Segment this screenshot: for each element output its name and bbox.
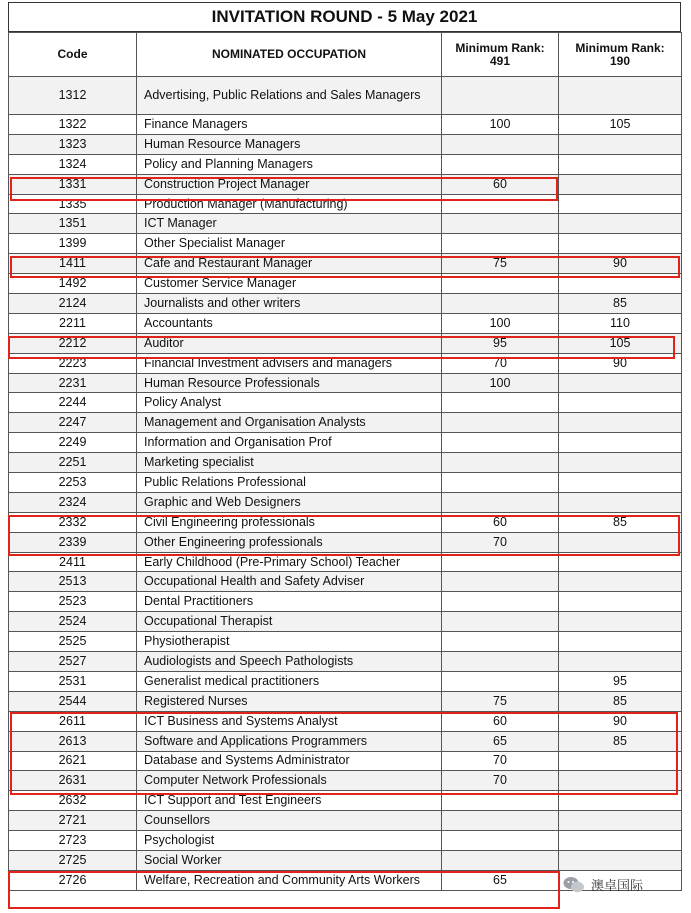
code-cell: 2253 bbox=[9, 473, 137, 493]
rank-491-cell: 100 bbox=[442, 373, 559, 393]
table-row bbox=[9, 294, 682, 314]
rank-190-cell bbox=[559, 652, 682, 672]
rank-190-cell: 110 bbox=[559, 313, 682, 333]
occupation-cell: Production Manager (Manufacturing) bbox=[137, 194, 442, 214]
occupation-cell: Occupational Health and Safety Adviser bbox=[137, 572, 442, 592]
rank-190-cell: 90 bbox=[559, 711, 682, 731]
rank-491-cell: 60 bbox=[442, 711, 559, 731]
code-cell: 2324 bbox=[9, 492, 137, 512]
wechat-icon bbox=[563, 876, 585, 894]
rank-491-cell bbox=[442, 572, 559, 592]
rank-491-cell bbox=[442, 652, 559, 672]
table-row bbox=[9, 492, 682, 512]
rank-491-cell bbox=[442, 77, 559, 115]
occupation-cell: Civil Engineering professionals bbox=[137, 512, 442, 532]
rank-491-cell: 100 bbox=[442, 313, 559, 333]
rank-491-cell bbox=[442, 592, 559, 612]
occupation-cell: Management and Organisation Analysts bbox=[137, 413, 442, 433]
code-cell: 1492 bbox=[9, 274, 137, 294]
code-cell: 2211 bbox=[9, 313, 137, 333]
occupation-cell: Marketing specialist bbox=[137, 453, 442, 473]
occupation-cell: Other Engineering professionals bbox=[137, 532, 442, 552]
code-cell: 2631 bbox=[9, 771, 137, 791]
occupation-cell: Registered Nurses bbox=[137, 691, 442, 711]
code-cell: 2339 bbox=[9, 532, 137, 552]
table-row bbox=[9, 313, 682, 333]
table-row bbox=[9, 473, 682, 493]
rank-190-cell bbox=[559, 572, 682, 592]
rank-491-cell bbox=[442, 453, 559, 473]
rank-491-cell bbox=[442, 492, 559, 512]
occupation-cell: Accountants bbox=[137, 313, 442, 333]
header-row bbox=[9, 33, 682, 77]
table-row bbox=[9, 612, 682, 632]
occupation-cell: Information and Organisation Prof bbox=[137, 433, 442, 453]
table-row bbox=[9, 115, 682, 135]
table-row bbox=[9, 671, 682, 691]
occupation-cell: Financial Investment advisers and managers bbox=[137, 353, 442, 373]
highlight-box-1411 bbox=[10, 256, 680, 278]
code-cell: 1411 bbox=[9, 254, 137, 274]
highlight-box-2611-2631 bbox=[10, 712, 678, 795]
table-row bbox=[9, 393, 682, 413]
occupation-cell: Human Resource Managers bbox=[137, 134, 442, 154]
rank-491-cell bbox=[442, 850, 559, 870]
occupation-cell: Customer Service Manager bbox=[137, 274, 442, 294]
rank-190-cell bbox=[559, 473, 682, 493]
table-row bbox=[9, 234, 682, 254]
occupation-cell: Social Worker bbox=[137, 850, 442, 870]
occupation-cell: Software and Applications Programmers bbox=[137, 731, 442, 751]
rank-190-cell: 85 bbox=[559, 512, 682, 532]
rank-491-cell bbox=[442, 433, 559, 453]
table-row bbox=[9, 592, 682, 612]
rank-491-cell: 60 bbox=[442, 174, 559, 194]
occupation-cell: Other Specialist Manager bbox=[137, 234, 442, 254]
occupation-cell: ICT Support and Test Engineers bbox=[137, 791, 442, 811]
rank-190-cell: 95 bbox=[559, 671, 682, 691]
occupation-cell: Welfare, Recreation and Community Arts Workers bbox=[137, 870, 442, 890]
table-row bbox=[9, 850, 682, 870]
code-cell: 2251 bbox=[9, 453, 137, 473]
rank-491-cell bbox=[442, 234, 559, 254]
rank-491-cell: 65 bbox=[442, 870, 559, 890]
header-code: Code bbox=[9, 33, 137, 77]
rank-491-cell bbox=[442, 413, 559, 433]
code-cell: 2531 bbox=[9, 671, 137, 691]
code-cell: 2513 bbox=[9, 572, 137, 592]
code-cell: 2544 bbox=[9, 691, 137, 711]
rank-491-cell: 70 bbox=[442, 353, 559, 373]
rank-190-cell bbox=[559, 214, 682, 234]
code-cell: 1331 bbox=[9, 174, 137, 194]
rank-190-cell: 90 bbox=[559, 254, 682, 274]
code-cell: 2527 bbox=[9, 652, 137, 672]
code-cell: 1399 bbox=[9, 234, 137, 254]
occupation-cell: Construction Project Manager bbox=[137, 174, 442, 194]
header-occupation: NOMINATED OCCUPATION bbox=[137, 33, 442, 77]
rank-491-cell: 100 bbox=[442, 115, 559, 135]
rank-491-cell bbox=[442, 294, 559, 314]
rank-190-cell bbox=[559, 373, 682, 393]
watermark bbox=[563, 875, 643, 894]
occupation-cell: Human Resource Professionals bbox=[137, 373, 442, 393]
table-row bbox=[9, 134, 682, 154]
rank-491-cell bbox=[442, 154, 559, 174]
rank-491-cell bbox=[442, 214, 559, 234]
code-cell: 2223 bbox=[9, 353, 137, 373]
occupation-cell: Finance Managers bbox=[137, 115, 442, 135]
occupation-cell: ICT Manager bbox=[137, 214, 442, 234]
code-cell: 2725 bbox=[9, 850, 137, 870]
occupation-cell: Advertising, Public Relations and Sales Managers bbox=[137, 77, 442, 115]
table-title: INVITATION ROUND - 5 May 2021 bbox=[8, 2, 681, 32]
rank-190-cell bbox=[559, 234, 682, 254]
rank-491-cell bbox=[442, 134, 559, 154]
occupation-cell: Auditor bbox=[137, 333, 442, 353]
occupation-cell: Computer Network Professionals bbox=[137, 771, 442, 791]
rank-491-cell bbox=[442, 632, 559, 652]
code-cell: 1351 bbox=[9, 214, 137, 234]
occupation-cell: Policy and Planning Managers bbox=[137, 154, 442, 174]
code-cell: 2726 bbox=[9, 870, 137, 890]
code-cell: 2721 bbox=[9, 811, 137, 831]
rank-190-cell: 85 bbox=[559, 691, 682, 711]
table-row bbox=[9, 413, 682, 433]
occupation-cell: Cafe and Restaurant Manager bbox=[137, 254, 442, 274]
code-cell: 2525 bbox=[9, 632, 137, 652]
occupation-cell: Generalist medical practitioners bbox=[137, 671, 442, 691]
occupation-cell: Database and Systems Administrator bbox=[137, 751, 442, 771]
rank-190-cell: 85 bbox=[559, 731, 682, 751]
code-cell: 1324 bbox=[9, 154, 137, 174]
header-rank-491-line2: 491 bbox=[489, 53, 511, 68]
rank-491-cell bbox=[442, 671, 559, 691]
occupation-cell: Journalists and other writers bbox=[137, 294, 442, 314]
rank-190-cell: 105 bbox=[559, 333, 682, 353]
rank-190-cell bbox=[559, 850, 682, 870]
header-rank-491 bbox=[442, 33, 559, 77]
table-row bbox=[9, 691, 682, 711]
highlight-box-1331 bbox=[10, 177, 558, 201]
rank-491-cell: 75 bbox=[442, 691, 559, 711]
code-cell: 2621 bbox=[9, 751, 137, 771]
table-row bbox=[9, 154, 682, 174]
code-cell: 2523 bbox=[9, 592, 137, 612]
rank-190-cell bbox=[559, 413, 682, 433]
code-cell: 2723 bbox=[9, 831, 137, 851]
occupation-cell: Graphic and Web Designers bbox=[137, 492, 442, 512]
code-cell: 1312 bbox=[9, 77, 137, 115]
code-cell: 2249 bbox=[9, 433, 137, 453]
rank-190-cell bbox=[559, 393, 682, 413]
occupation-cell: Occupational Therapist bbox=[137, 612, 442, 632]
table-row bbox=[9, 831, 682, 851]
header-rank-190-line2: 190 bbox=[609, 53, 631, 68]
rank-190-cell: 85 bbox=[559, 294, 682, 314]
rank-190-cell bbox=[559, 154, 682, 174]
code-cell: 2632 bbox=[9, 791, 137, 811]
occupation-cell: Dental Practitioners bbox=[137, 592, 442, 612]
rank-190-cell bbox=[559, 453, 682, 473]
rank-491-cell bbox=[442, 473, 559, 493]
rank-491-cell bbox=[442, 393, 559, 413]
rank-491-cell bbox=[442, 831, 559, 851]
rank-190-cell bbox=[559, 174, 682, 194]
occupation-cell: Psychologist bbox=[137, 831, 442, 851]
table-row bbox=[9, 572, 682, 592]
code-cell: 2212 bbox=[9, 333, 137, 353]
code-cell: 1335 bbox=[9, 194, 137, 214]
rank-491-cell: 95 bbox=[442, 333, 559, 353]
code-cell: 1322 bbox=[9, 115, 137, 135]
occupation-cell: Counsellors bbox=[137, 811, 442, 831]
rank-190-cell bbox=[559, 612, 682, 632]
occupation-cell: Policy Analyst bbox=[137, 393, 442, 413]
table-row bbox=[9, 652, 682, 672]
rank-491-cell: 75 bbox=[442, 254, 559, 274]
occupation-cell: Physiotherapist bbox=[137, 632, 442, 652]
rank-190-cell bbox=[559, 433, 682, 453]
code-cell: 2247 bbox=[9, 413, 137, 433]
rank-190-cell bbox=[559, 194, 682, 214]
header-rank-491-line1: Minimum Rank: bbox=[455, 40, 545, 55]
table-row bbox=[9, 77, 682, 115]
rank-491-cell: 70 bbox=[442, 532, 559, 552]
table-row bbox=[9, 433, 682, 453]
rank-190-cell bbox=[559, 592, 682, 612]
rank-491-cell bbox=[442, 811, 559, 831]
occupation-cell: Early Childhood (Pre-Primary School) Teacher bbox=[137, 552, 442, 572]
highlight-box-2212 bbox=[8, 336, 675, 359]
rank-491-cell: 60 bbox=[442, 512, 559, 532]
rank-190-cell bbox=[559, 77, 682, 115]
rank-190-cell: 90 bbox=[559, 353, 682, 373]
rank-190-cell bbox=[559, 831, 682, 851]
rank-190-cell bbox=[559, 134, 682, 154]
watermark-text: 澳卓国际 bbox=[591, 878, 644, 893]
rank-491-cell: 70 bbox=[442, 771, 559, 791]
code-cell: 2411 bbox=[9, 552, 137, 572]
code-cell: 2231 bbox=[9, 373, 137, 393]
code-cell: 2524 bbox=[9, 612, 137, 632]
rank-190-cell: 105 bbox=[559, 115, 682, 135]
header-rank-190 bbox=[559, 33, 682, 77]
table-row bbox=[9, 373, 682, 393]
table-row bbox=[9, 632, 682, 652]
rank-491-cell bbox=[442, 612, 559, 632]
code-cell: 1323 bbox=[9, 134, 137, 154]
code-cell: 2613 bbox=[9, 731, 137, 751]
highlight-box-2726 bbox=[8, 871, 560, 909]
rank-190-cell bbox=[559, 492, 682, 512]
table-row bbox=[9, 453, 682, 473]
table-row bbox=[9, 811, 682, 831]
highlight-box-2332-2339 bbox=[8, 515, 680, 556]
rank-491-cell: 65 bbox=[442, 731, 559, 751]
rank-491-cell: 70 bbox=[442, 751, 559, 771]
occupation-cell: Public Relations Professional bbox=[137, 473, 442, 493]
code-cell: 2244 bbox=[9, 393, 137, 413]
code-cell: 2611 bbox=[9, 711, 137, 731]
code-cell: 2124 bbox=[9, 294, 137, 314]
code-cell: 2332 bbox=[9, 512, 137, 532]
rank-190-cell bbox=[559, 632, 682, 652]
occupation-cell: Audiologists and Speech Pathologists bbox=[137, 652, 442, 672]
table-row bbox=[9, 214, 682, 234]
rank-190-cell bbox=[559, 811, 682, 831]
occupation-cell: ICT Business and Systems Analyst bbox=[137, 711, 442, 731]
header-rank-190-line1: Minimum Rank: bbox=[575, 40, 665, 55]
